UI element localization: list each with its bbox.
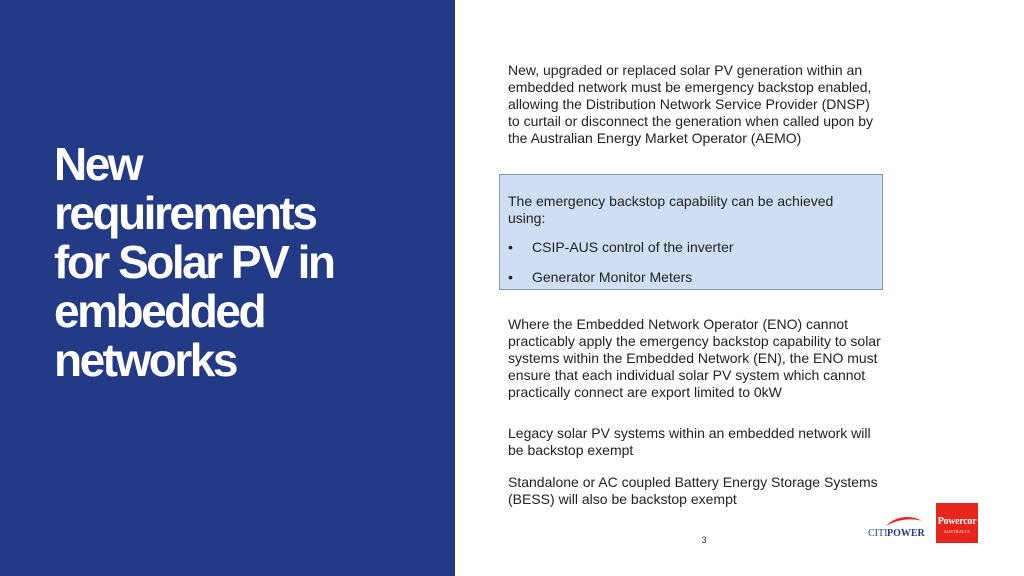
powercor-logo [936,503,978,543]
title-line: requirements [54,187,316,239]
title-line: New [54,138,142,190]
page-number: 3 [701,535,707,545]
slide-title [54,140,414,385]
bullet-icon: • [508,269,513,285]
citipower-logo-text-2: POWER [887,528,925,539]
bullet-item [508,269,692,286]
title-line: networks [54,334,236,386]
paragraph-bess-exempt: Standalone or AC coupled Battery Energy Storage Systems (BESS) will also be backstop exempt [508,474,878,507]
title-line: embedded [54,285,265,337]
bullet-item [508,239,734,256]
citipower-logo [866,512,926,540]
paragraph-legacy-exempt: Legacy solar PV systems within an embedded network will be backstop exempt [508,425,871,458]
paragraph-eno-obligation: Where the Embedded Network Operator (ENO) cannot practicably apply the emergency backstop capability to solar systems within the Embedded Network (EN), the ENO must ensure that each individual solar PV system which cannot practically connect are export limited to 0kW [508,316,881,400]
powercor-logo-subtext: AUSTRALIA [943,529,971,534]
title-line: for Solar PV in [54,236,334,288]
powercor-logo-text: Powercor [937,516,977,527]
paragraph-backstop-requirement: New, upgraded or replaced solar PV generation within an embedded network must be emergency backstop enabled, allowing the Distribution Network Service Provider (DNSP) to curtail or disconnect the generation when called upon by the Australian Energy Market Operator (AEMO) [508,62,874,146]
capability-intro: The emergency backstop capability can be achieved using: [508,193,834,226]
title-panel [0,0,455,576]
bullet-text: CSIP-AUS control of the inverter [532,239,734,255]
citipower-logo-text-1: CITI [868,528,888,539]
bullet-text: Generator Monitor Meters [532,269,693,285]
capability-box [499,174,883,290]
bullet-icon: • [508,239,513,255]
